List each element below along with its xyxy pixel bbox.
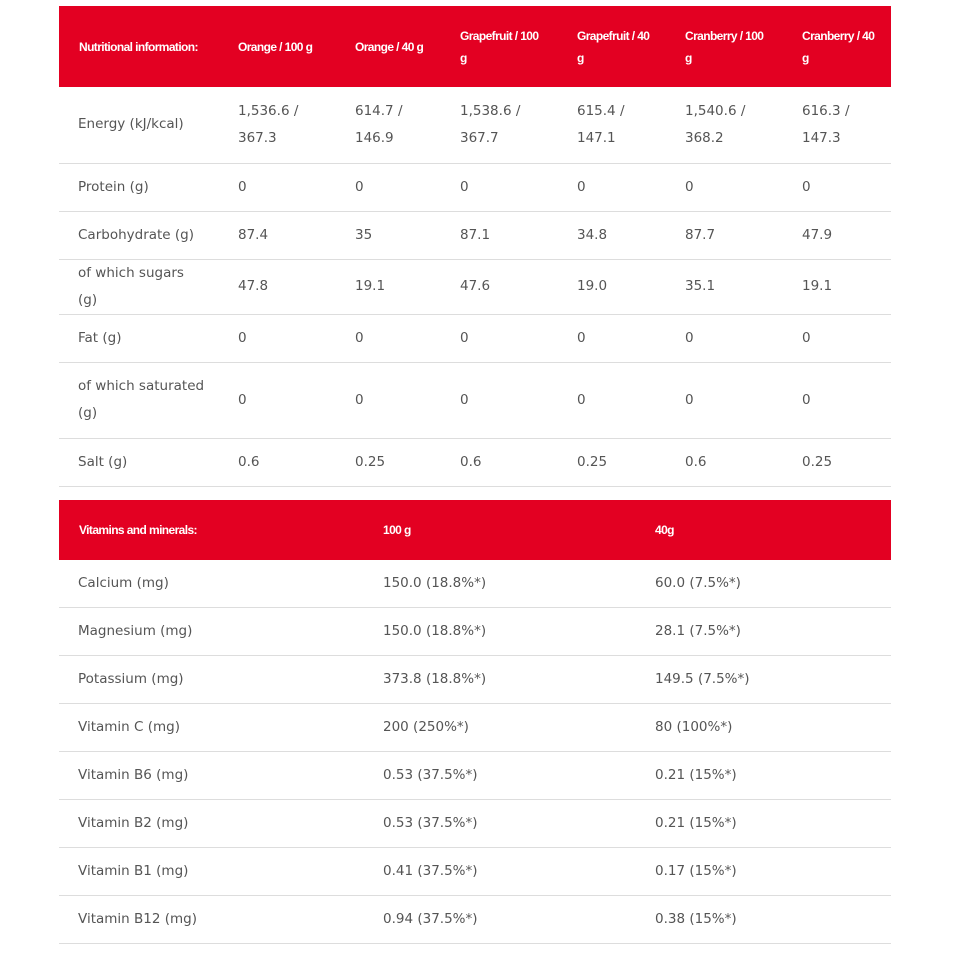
cell-value: 200 (250%*) xyxy=(363,704,635,752)
row-label: Vitamin B12 (mg) xyxy=(59,896,363,944)
cell-value: 47.8 xyxy=(218,259,335,314)
cell-value: 0.25 xyxy=(557,438,665,486)
row-label: Calcium (mg) xyxy=(59,560,363,608)
nutrition-header-label: Nutritional information: xyxy=(59,6,218,87)
cell-value: 0.38 (15%*) xyxy=(635,896,891,944)
cell-value: 0.25 xyxy=(782,438,891,486)
nutrition-table xyxy=(59,6,891,487)
vitamins-header-40g: 40g xyxy=(635,500,891,560)
row-label: of which sugars (g) xyxy=(59,259,218,314)
table-row xyxy=(59,704,891,752)
cell-value: 0 xyxy=(665,314,782,362)
cell-value: 0 xyxy=(440,314,557,362)
table-row xyxy=(59,752,891,800)
cell-value: 0.6 xyxy=(218,438,335,486)
row-label: of which saturated (g) xyxy=(59,362,218,438)
cell-value: 0.6 xyxy=(665,438,782,486)
nutrition-header-grapefruit-40: Grapefruit / 40 g xyxy=(557,6,665,87)
cell-value: 0 xyxy=(335,362,440,438)
cell-value: 80 (100%*) xyxy=(635,704,891,752)
vitamins-header-row xyxy=(59,500,891,560)
cell-value: 1,538.6 / 367.7 xyxy=(440,87,557,163)
cell-value: 28.1 (7.5%*) xyxy=(635,608,891,656)
nutrition-header-cranberry-100: Cranberry / 100 g xyxy=(665,6,782,87)
cell-value: 19.0 xyxy=(557,259,665,314)
cell-value: 0 xyxy=(782,362,891,438)
cell-value: 0 xyxy=(335,163,440,211)
cell-value: 35.1 xyxy=(665,259,782,314)
cell-value: 0.41 (37.5%*) xyxy=(363,848,635,896)
vitamins-header-label: Vitamins and minerals: xyxy=(59,500,363,560)
table-row xyxy=(59,608,891,656)
cell-value: 615.4 / 147.1 xyxy=(557,87,665,163)
row-label: Vitamin B2 (mg) xyxy=(59,800,363,848)
table-row xyxy=(59,163,891,211)
cell-value: 60.0 (7.5%*) xyxy=(635,560,891,608)
cell-value: 1,536.6 / 367.3 xyxy=(218,87,335,163)
cell-value: 0.17 (15%*) xyxy=(635,848,891,896)
cell-value: 0 xyxy=(665,163,782,211)
cell-value: 87.4 xyxy=(218,211,335,259)
row-label: Magnesium (mg) xyxy=(59,608,363,656)
table-row xyxy=(59,211,891,259)
cell-value: 0 xyxy=(557,362,665,438)
cell-value: 19.1 xyxy=(335,259,440,314)
cell-value: 0 xyxy=(782,163,891,211)
table-row xyxy=(59,314,891,362)
table-row xyxy=(59,560,891,608)
row-label: Fat (g) xyxy=(59,314,218,362)
row-label: Carbohydrate (g) xyxy=(59,211,218,259)
table-row xyxy=(59,438,891,486)
table-row xyxy=(59,896,891,944)
table-row xyxy=(59,87,891,163)
cell-value: 0.94 (37.5%*) xyxy=(363,896,635,944)
table-row xyxy=(59,362,891,438)
nutrition-header-cranberry-40: Cranberry / 40 g xyxy=(782,6,891,87)
cell-value: 0 xyxy=(557,314,665,362)
nutrition-header-orange-40: Orange / 40 g xyxy=(335,6,440,87)
cell-value: 373.8 (18.8%*) xyxy=(363,656,635,704)
cell-value: 150.0 (18.8%*) xyxy=(363,608,635,656)
cell-value: 47.6 xyxy=(440,259,557,314)
table-row xyxy=(59,800,891,848)
cell-value: 0.53 (37.5%*) xyxy=(363,752,635,800)
cell-value: 150.0 (18.8%*) xyxy=(363,560,635,608)
cell-value: 0.21 (15%*) xyxy=(635,752,891,800)
table-row xyxy=(59,259,891,314)
row-label: Vitamin B1 (mg) xyxy=(59,848,363,896)
cell-value: 149.5 (7.5%*) xyxy=(635,656,891,704)
cell-value: 0.25 xyxy=(335,438,440,486)
row-label: Potassium (mg) xyxy=(59,656,363,704)
cell-value: 35 xyxy=(335,211,440,259)
cell-value: 19.1 xyxy=(782,259,891,314)
cell-value: 87.1 xyxy=(440,211,557,259)
cell-value: 34.8 xyxy=(557,211,665,259)
cell-value: 87.7 xyxy=(665,211,782,259)
cell-value: 0 xyxy=(218,362,335,438)
vitamins-table xyxy=(59,500,891,944)
cell-value: 0 xyxy=(218,163,335,211)
nutrition-header-orange-100: Orange / 100 g xyxy=(218,6,335,87)
vitamins-header-100g: 100 g xyxy=(363,500,635,560)
cell-value: 0 xyxy=(440,362,557,438)
nutrition-header-row xyxy=(59,6,891,87)
cell-value: 0 xyxy=(335,314,440,362)
row-label: Protein (g) xyxy=(59,163,218,211)
cell-value: 0 xyxy=(218,314,335,362)
cell-value: 614.7 / 146.9 xyxy=(335,87,440,163)
table-row xyxy=(59,848,891,896)
cell-value: 47.9 xyxy=(782,211,891,259)
row-label: Salt (g) xyxy=(59,438,218,486)
cell-value: 0.6 xyxy=(440,438,557,486)
cell-value: 0 xyxy=(557,163,665,211)
cell-value: 1,540.6 / 368.2 xyxy=(665,87,782,163)
cell-value: 0 xyxy=(440,163,557,211)
row-label: Vitamin B6 (mg) xyxy=(59,752,363,800)
cell-value: 0.53 (37.5%*) xyxy=(363,800,635,848)
nutrition-header-grapefruit-100: Grapefruit / 100 g xyxy=(440,6,557,87)
cell-value: 0 xyxy=(782,314,891,362)
cell-value: 0.21 (15%*) xyxy=(635,800,891,848)
row-label: Vitamin C (mg) xyxy=(59,704,363,752)
cell-value: 0 xyxy=(665,362,782,438)
cell-value: 616.3 / 147.3 xyxy=(782,87,891,163)
row-label: Energy (kJ/kcal) xyxy=(59,87,218,163)
table-row xyxy=(59,656,891,704)
